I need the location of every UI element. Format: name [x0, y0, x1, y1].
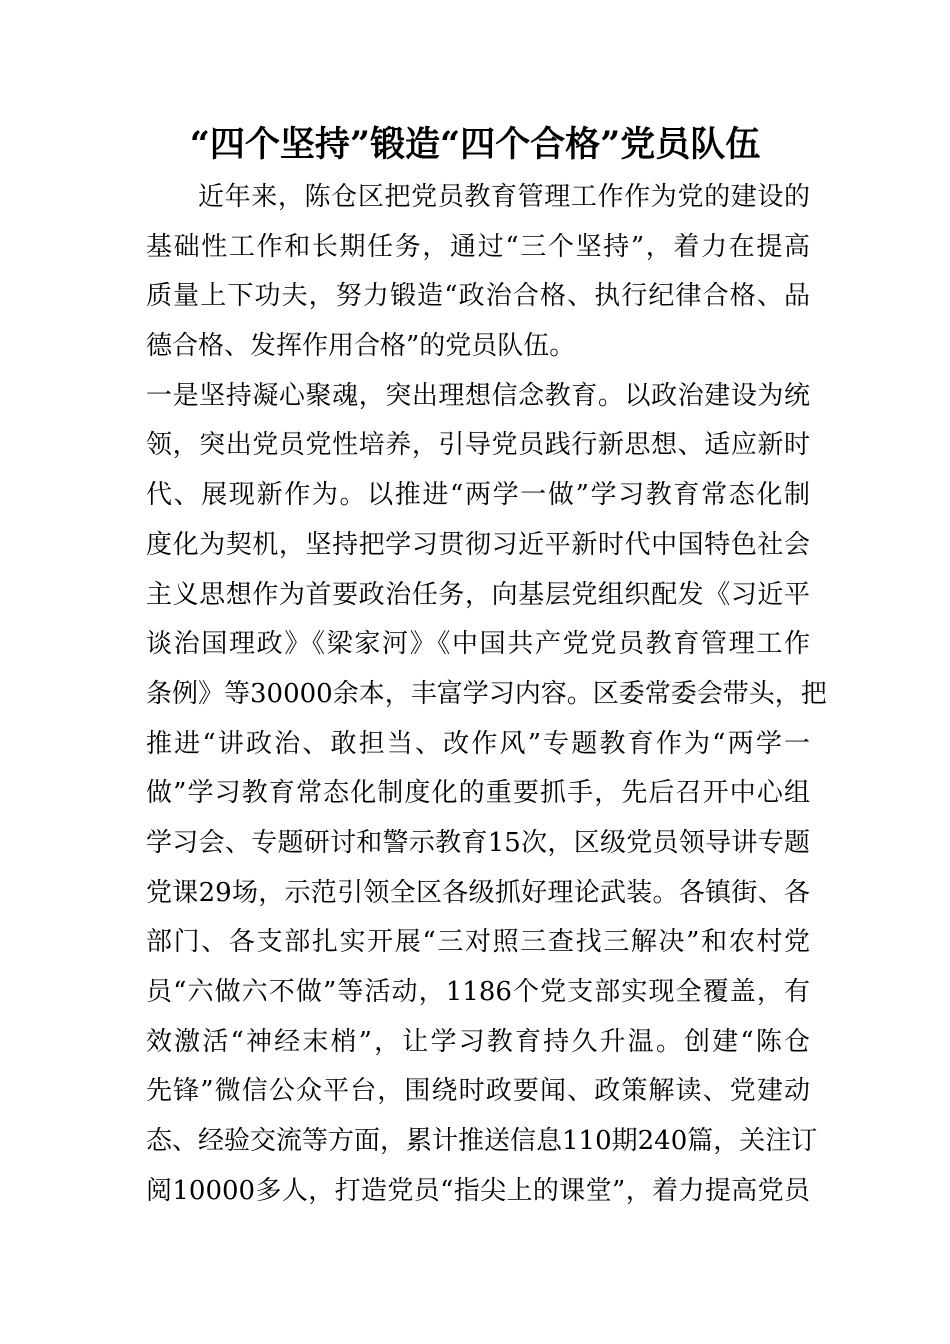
- paragraph-line: 推进“讲政治、敢担当、改作风”专题教育作为“两学一: [146, 728, 810, 759]
- paragraph-line: 态、经验交流等方面，累计推送信息110期240篇，关注订: [146, 1126, 818, 1157]
- paragraph-line: 先锋”微信公众平台，围绕时政要闻、政策解读、党建动: [146, 1076, 810, 1107]
- paragraph-line: 度化为契机，坚持把学习贯彻习近平新时代中国特色社会: [146, 529, 810, 560]
- paragraph-line: 做”学习教育常态化制度化的重要抓手，先后召开中心组: [146, 778, 810, 809]
- paragraph-line: 党课29场，示范引领全区各级抓好理论武装。各镇街、各: [146, 877, 810, 908]
- paragraph-line: 员“六做六不做”等活动，1186个党支部实现全覆盖，有: [146, 977, 810, 1007]
- paragraph-line: 基础性工作和长期任务，通过“三个坚持”，着力在提高: [146, 231, 810, 262]
- paragraph-line: 德合格、发挥作用合格”的党员队伍。: [146, 331, 576, 362]
- paragraph-line: 条例》等30000余本，丰富学习内容。区委常委会带头，把: [146, 678, 827, 709]
- paragraph-line: 代、展现新作为。以推进“两学一做”学习教育常态化制: [146, 480, 810, 511]
- paragraph-line: 部门、各支部扎实开展“三对照三查找三解决”和农村党: [146, 927, 810, 958]
- paragraph-line: 学习会、专题研讨和警示教育15次，区级党员领导讲专题: [146, 827, 810, 858]
- paragraph-line: 一是坚持凝心聚魂，突出理想信念教育。以政治建设为统: [146, 380, 810, 411]
- document-title: “四个坚持”锻造“四个合格”党员队伍: [189, 124, 761, 165]
- document-body: [146, 173, 827, 1216]
- paragraph-line: 阅10000多人，打造党员“指尖上的课堂”，着力提高党员: [146, 1175, 810, 1206]
- paragraph-line: 领，突出党员党性培养，引导党员践行新思想、适应新时: [146, 430, 810, 461]
- paragraph-line: 谈治国理政》《梁家河》《中国共产党党员教育管理工作: [146, 629, 810, 660]
- paragraph-line: 近年来，陈仓区把党员教育管理工作作为党的建设的: [198, 182, 810, 212]
- paragraph-line: 效激活“神经末梢”，让学习教育持久升温。创建“陈仓: [146, 1026, 810, 1057]
- paragraph-line: 质量上下功夫，努力锻造“政治合格、执行纪律合格、品: [146, 281, 810, 312]
- paragraph-line: 主义思想作为首要政治任务，向基层党组织配发《习近平: [146, 579, 810, 610]
